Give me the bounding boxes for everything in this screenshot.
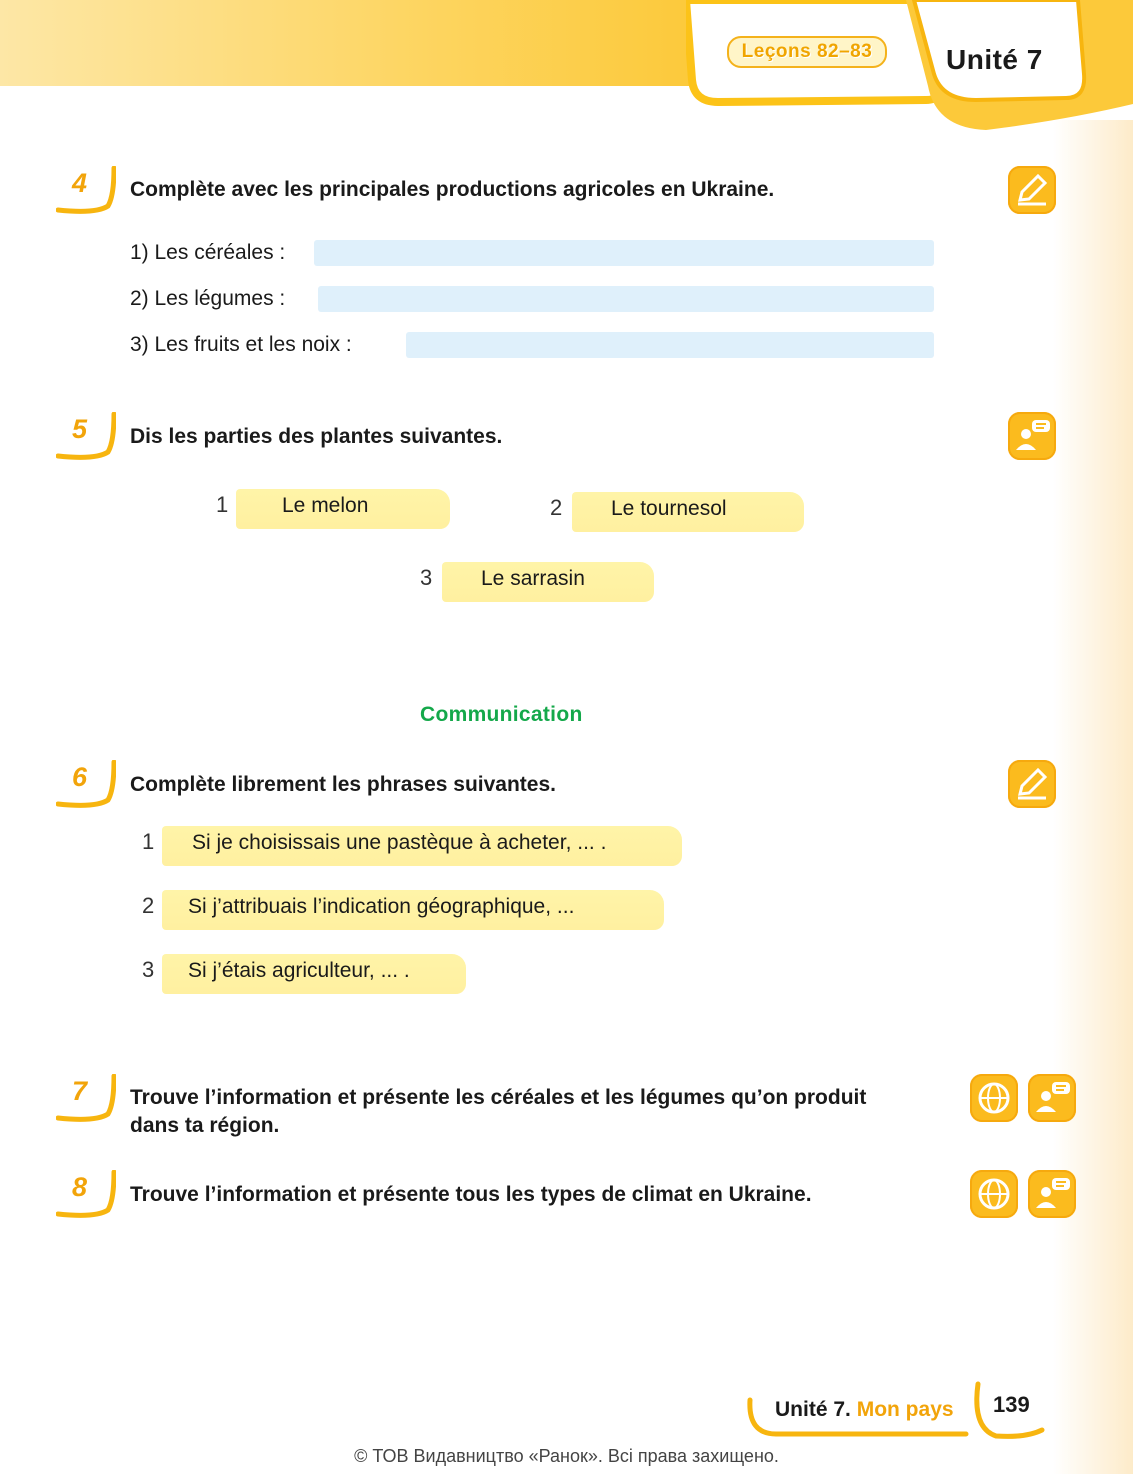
phrase-label: Si je choisissais une pastèque à acheter, ... . <box>192 831 607 854</box>
answer-field-3[interactable] <box>406 332 934 358</box>
lessons-badge: Leçons 82–83 <box>727 36 887 68</box>
pencil-icon <box>1008 166 1056 214</box>
plant-number: 3 <box>420 565 433 590</box>
phrase-number: 2 <box>142 893 155 918</box>
globe-icon <box>970 1074 1018 1122</box>
task-4-item-2: 2) Les légumes : <box>130 287 286 310</box>
task-number-8: 8 <box>56 1170 116 1226</box>
plant-label: Le sarrasin <box>481 567 585 590</box>
section-heading: Communication <box>420 703 583 726</box>
answer-field-1[interactable] <box>314 240 934 266</box>
copyright: © ТОВ Видавництво «Ранок». Всі права захищено. <box>354 1446 779 1466</box>
task-5-title: Dis les parties des plantes suivantes. <box>130 425 503 448</box>
task-4-item-1: 1) Les céréales : <box>130 241 286 264</box>
task-4-title: Complète avec les principales productions agricoles en Ukraine. <box>130 178 775 201</box>
plant-label: Le melon <box>282 494 369 517</box>
task-number-7: 7 <box>56 1074 116 1130</box>
footer-unit-title: Mon pays <box>856 1398 954 1421</box>
task-7-title-line-1: Trouve l’information et présente les céréales et les légumes qu’on produit <box>130 1086 867 1109</box>
side-gradient <box>1053 120 1133 1474</box>
task-8-title: Trouve l’information et présente tous les types de climat en Ukraine. <box>130 1183 812 1206</box>
phrase-number: 1 <box>142 829 155 854</box>
page-number: 139 <box>993 1392 1030 1417</box>
phrase-label: Si j’attribuais l’indication géographique, ... <box>188 895 575 918</box>
plant-label: Le tournesol <box>611 497 727 520</box>
answer-field-2[interactable] <box>318 286 934 312</box>
task-number-4: 4 <box>56 166 116 222</box>
task-4-item-3: 3) Les fruits et les noix : <box>130 333 352 356</box>
header-tab <box>686 0 1133 140</box>
footer-unit <box>775 1398 954 1422</box>
phrase-number: 3 <box>142 957 155 982</box>
speaking-people-icon <box>1028 1074 1076 1122</box>
globe-icon <box>970 1170 1018 1218</box>
header-band <box>0 0 700 86</box>
plant-number: 1 <box>216 492 229 517</box>
phrase-label: Si j’étais agriculteur, ... . <box>188 959 410 982</box>
task-7-title-line-2: dans ta région. <box>130 1114 280 1137</box>
pencil-icon <box>1008 760 1056 808</box>
task-number-5: 5 <box>56 412 116 468</box>
footer-unit-number: Unité 7. <box>775 1398 851 1421</box>
task-number-6: 6 <box>56 760 116 816</box>
speaking-people-icon <box>1028 1170 1076 1218</box>
unit-label: Unité 7 <box>946 44 1043 75</box>
task-6-title: Complète librement les phrases suivantes. <box>130 773 556 796</box>
speaking-people-icon <box>1008 412 1056 460</box>
plant-number: 2 <box>550 495 563 520</box>
